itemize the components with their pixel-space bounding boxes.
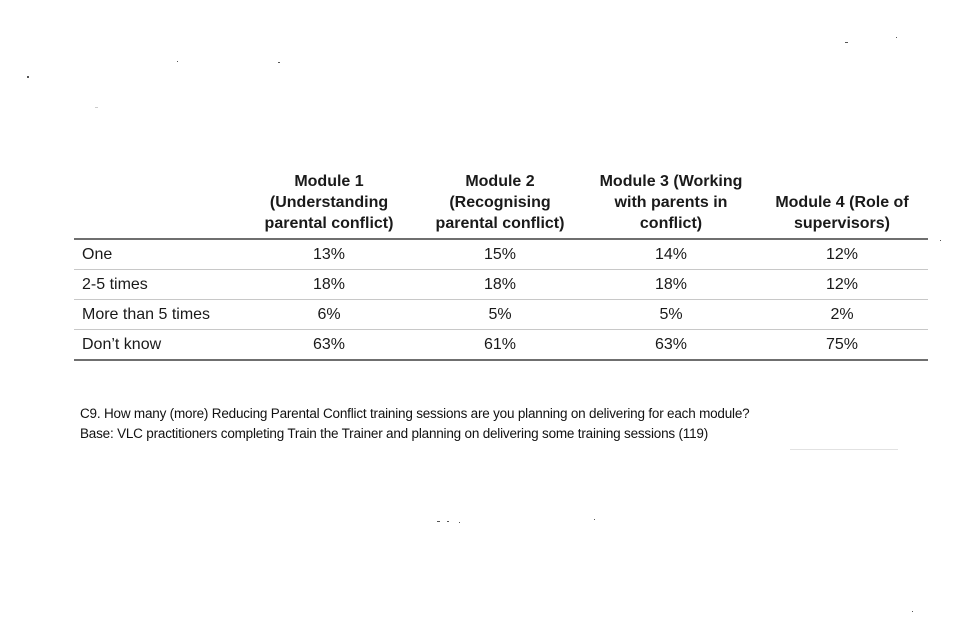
results-table-container: [74, 170, 928, 361]
header-module-2: Module 2 (Recognising parental conflict): [414, 170, 586, 239]
row-label: One: [74, 239, 244, 270]
header-module-3: Module 3 (Working with parents in conflict): [586, 170, 756, 239]
scan-speck: [95, 107, 98, 108]
header-module-1: Module 1 (Understanding parental conflict): [244, 170, 414, 239]
table-notes: [80, 404, 749, 444]
cell-value: 12%: [756, 270, 928, 300]
scan-speck: [845, 42, 848, 43]
base-note: Base: VLC practitioners completing Train the Trainer and planning on delivering some training sessions (119): [80, 426, 709, 441]
results-table: [74, 170, 928, 361]
row-label: More than 5 times: [74, 300, 244, 330]
cell-value: 6%: [244, 300, 414, 330]
row-label: Don’t know: [74, 330, 244, 361]
cell-value: 12%: [756, 239, 928, 270]
cell-value: 61%: [414, 330, 586, 361]
scan-speck: [177, 61, 178, 62]
table-header-row: [74, 170, 928, 239]
row-label: 2-5 times: [74, 270, 244, 300]
table-row: [74, 330, 928, 361]
cell-value: 5%: [414, 300, 586, 330]
cell-value: 63%: [586, 330, 756, 361]
cell-value: 14%: [586, 239, 756, 270]
scan-speck: [594, 519, 595, 520]
table-row: [74, 300, 928, 330]
cell-value: 5%: [586, 300, 756, 330]
scan-speck: [27, 76, 29, 78]
cell-value: 13%: [244, 239, 414, 270]
question-note: C9. How many (more) Reducing Parental Conflict training sessions are you planning on delivering for each module?: [80, 406, 750, 421]
cell-value: 63%: [244, 330, 414, 361]
cell-value: 18%: [586, 270, 756, 300]
cell-value: 75%: [756, 330, 928, 361]
scan-speck: [447, 521, 449, 522]
cell-value: 15%: [414, 239, 586, 270]
cell-value: 18%: [244, 270, 414, 300]
header-empty-cell: [74, 170, 244, 239]
cell-value: 18%: [414, 270, 586, 300]
table-row: [74, 239, 928, 270]
header-module-4: Module 4 (Role of supervisors): [756, 170, 928, 239]
cell-value: 2%: [756, 300, 928, 330]
scan-speck: [912, 611, 913, 612]
scan-speck: [940, 240, 941, 241]
scan-speck: [278, 62, 280, 63]
scan-speck: [896, 37, 897, 38]
scan-speck: [459, 522, 460, 523]
faint-divider: [790, 449, 898, 450]
table-row: [74, 270, 928, 300]
scan-speck: [437, 521, 440, 522]
